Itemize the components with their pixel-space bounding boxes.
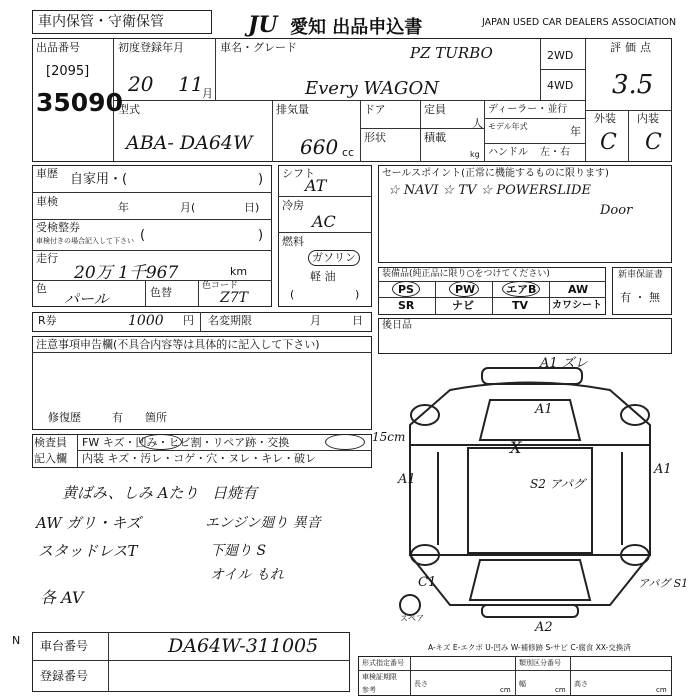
recycle-fee-label: R券 [38,314,57,327]
inspector-label-2: 記入欄 [34,452,67,465]
equipment-ps: PS [398,283,414,296]
comment-2: AW ガリ・キズ [36,514,142,532]
spare-label: スペア [400,614,424,623]
history-close: ) [258,172,264,187]
recycle-paren-close: ) [258,228,264,243]
equipment-airbag: エアB [506,283,537,296]
inspector-row2: 内装 キズ・汚レ・コゲ・穴・ヌレ・キレ・破レ [82,452,317,465]
model-label: 型式 [118,103,140,116]
load-label: 積載 [424,131,446,144]
inspector-circle-1 [140,434,182,450]
registration-month-unit: 月 [202,87,213,100]
damage-legend: A-キズ E-エクボ U-凹み W-補修跡 S-サビ C-腐食 XX-交換済 [428,643,631,652]
color-change-label: 色替 [150,286,172,299]
notes-label: 注意事項申告欄(不具合内容等は具体的に記入して下さい) [36,338,320,351]
color-label: 色 [36,282,47,295]
damage-size: 15cm [372,430,406,444]
interior-label: 内装 [637,112,659,125]
selling-points-label: セールスポイント(正常に機能するものに限ります) [382,168,609,179]
score-label: 評価点 [610,41,655,54]
equipment-seat: カワシート [552,300,602,311]
registration-label: 初度登録年月 [118,41,184,54]
color-code: Z7T [220,290,248,306]
score-value: 3.5 [612,70,654,100]
drive-2wd: 2WD [547,49,574,62]
chassis-value: DA64W-311005 [168,635,319,657]
interior-grade: C [645,130,662,155]
repair-place: 箇所 [145,411,167,424]
drive-4wd: 4WD [547,79,574,92]
displacement-value: 660 [300,135,339,159]
type-number-label: 形式指定番号 [362,659,404,667]
comment-right-3: 下廻り S [210,543,267,559]
class-number-label: 類別区分番号 [519,659,561,667]
recycle-paren-open: ( [140,228,146,243]
displacement-label: 排気量 [276,103,309,116]
handle-label: ハンドル [488,147,528,158]
mileage-value: 20万 1千967 [74,263,179,283]
inspector-circle-2 [325,434,365,450]
capacity-unit: 人 [472,117,483,130]
lot-number: 35090 [36,88,123,117]
damage-mark-front: A1 ズレ [540,356,588,371]
later-day-label: 後日品 [382,320,412,331]
fuel-gasoline: ガソリン [308,250,360,266]
shape-label: 形状 [364,131,386,144]
equipment-navi: ナビ [452,299,474,312]
damage-mark-hood: A1 [535,402,553,417]
lot-number-label: 出品番号 [36,41,80,54]
color-code-label: 色コード [202,281,239,291]
capacity-label: 定員 [424,103,446,116]
handle-value: 左・右 [540,147,570,158]
form-title-english: JAPAN USED CAR DEALERS ASSOCIATION [482,17,677,28]
comment-3: スタッドレスT [38,542,138,560]
repair-history-label: 修復歴 [48,411,81,424]
load-unit: kg [470,150,480,159]
name-change-month: 月 [310,314,321,327]
registration-year: 20 [128,72,154,96]
model-value: ABA- DA64W [126,132,253,154]
cooler-value: AC [312,212,336,231]
selling-points-line2: Door [600,203,633,218]
registration-month: 11 [178,72,204,96]
cert-label: 車検証期限 [362,673,397,681]
ref-label: 参考 [362,686,376,694]
exterior-grade: C [600,130,617,155]
history-value: 自家用・( [70,172,128,187]
inspection-label: 車検 [36,195,58,208]
fuel-paren-close: ) [355,288,360,301]
history-label: 車歴 [36,167,58,180]
equipment-ps-circle [392,281,420,297]
name-change-day: 日 [352,314,363,327]
door-label: ドア [364,103,386,116]
equipment-aw: AW [568,283,589,296]
inspection-month: 月( [180,201,196,214]
equipment-airbag-circle [502,281,540,297]
warranty-label: 新車保証書 [618,270,664,280]
shift-value: AT [305,176,327,195]
exterior-label: 外装 [594,112,616,125]
color-value: パール [64,290,109,308]
width-unit: cm [555,686,566,694]
comment-right-1: 日焼有 [212,484,258,502]
damage-mark-rear: A2 [535,620,553,635]
damage-mark-rear-left: C1 [418,575,437,590]
inspection-year: 年 [118,201,129,214]
damage-mark-left: A1 [398,472,416,487]
equipment-tv: TV [512,299,529,312]
recycle-label: 受検整券 [36,221,80,234]
fuel-label: 燃料 [282,235,304,248]
cooler-label: 冷房 [282,199,304,212]
displacement-unit: cc [342,146,355,159]
shift-label: シフト [282,167,315,180]
warranty-value: 有 ・ 無 [620,291,660,304]
selling-points-line1: ☆ NAVI ☆ TV ☆ POWERSLIDE [388,183,591,198]
car-name: Every WAGON [305,78,439,99]
lot-code: [2095] [46,64,90,79]
later-day-box [378,318,672,354]
inspector-row1: FW キズ・凹み・ヒビ割・リペア跡・交換 [82,436,290,449]
recycle-fee-unit: 円 [183,314,194,327]
mileage-label: 走行 [36,252,58,265]
equipment-sr: SR [398,299,415,312]
length-unit: cm [500,686,511,694]
equipment-pw-circle [449,281,479,297]
equipment-label: 装備品(純正品に限り○をつけてください) [382,269,550,279]
recycle-note: 車検付きの場合記入して下さい [36,237,134,245]
width-label: 幅 [519,680,526,688]
chassis-label: 車台番号 [40,639,89,653]
comment-4: 各 AV [40,588,84,607]
name-change-label: 名変期限 [208,314,252,327]
fuel-paren-open: ( [290,288,295,301]
dealer-label: ディーラー・並行 [488,104,568,115]
comment-right-2: エンジン廻り 異音 [205,515,321,531]
inspector-label: 検査員 [34,436,67,449]
damage-mark-center: S2 アパグ [530,477,585,491]
car-grade: PZ TURBO [410,44,493,62]
car-name-label: 車名・グレード [220,41,297,54]
reg-number-label: 登録番号 [40,669,89,683]
length-label: 長さ [414,680,428,688]
damage-mark-right: A1 [654,462,672,477]
form-title: 愛知 出品申込書 [290,17,423,38]
recycle-fee-box [32,312,372,332]
ju-logo: JU [248,12,278,38]
damage-mark-rear-right: アパグ S1 [638,577,689,590]
height-label: 高さ [574,680,588,688]
model-year-unit: 年 [570,125,581,138]
height-unit: cm [656,686,667,694]
mileage-unit: km [230,265,248,278]
repair-history-value: 有 [112,411,123,424]
model-year-label: モデル年式 [488,122,528,131]
chassis-n-mark: N [12,634,21,647]
fuel-diesel: 軽 油 [310,270,336,283]
comment-1: 黄ばみ、しみ Aたり [62,484,199,502]
storage-label: 車内保管・守衛保管 [38,14,164,30]
inspection-day: 日) [244,201,260,214]
equipment-pw: PW [455,283,476,296]
recycle-fee-value: 1000 [128,313,164,329]
damage-mark-roof: X [510,438,522,457]
comment-right-4: オイル もれ [210,567,284,583]
